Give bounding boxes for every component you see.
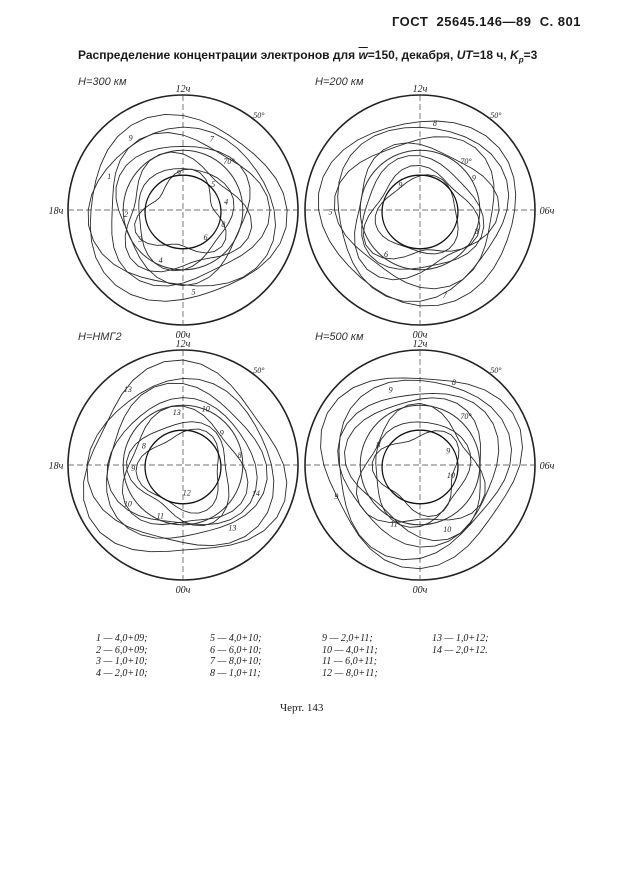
polar-panel — [49, 76, 298, 341]
title-ut: UT — [456, 48, 473, 62]
legend-item: 1 — 4,0+09; — [96, 633, 148, 644]
isoline-label: 7 — [442, 290, 447, 300]
isoline-label: 8 — [376, 440, 381, 450]
time-label-top: 12ч — [175, 339, 191, 350]
isoline-label: 11 — [156, 511, 165, 521]
figure-caption: Черт. 143 — [280, 702, 324, 714]
figure-title — [78, 48, 598, 64]
isoline-label: 8 — [237, 450, 242, 460]
isoline — [339, 377, 512, 560]
panel-border — [305, 95, 535, 325]
latitude-label: 70° — [460, 157, 472, 166]
time-label-bottom: 00ч — [175, 330, 191, 341]
isoline — [90, 114, 287, 301]
legend-item: 12 — 8,0+11; — [322, 667, 378, 679]
latitude-label: 70° — [223, 157, 235, 166]
isoline — [355, 143, 500, 280]
legend-item: 4 — 2,0+10; — [96, 667, 148, 679]
isoline-label: 9 — [176, 168, 181, 178]
isoline-label: 9 — [219, 428, 224, 438]
isoline-label: 13 — [123, 385, 132, 395]
isoline-label: 9 — [398, 180, 403, 190]
polar-panel — [305, 331, 555, 596]
isoline-label: 8 — [141, 441, 146, 451]
isoline-label: 5 — [328, 207, 333, 217]
isoline-label: 13 — [172, 408, 181, 418]
isoline-label: 8 — [432, 118, 437, 128]
title-prefix: Распределение концентрации электронов для — [78, 48, 359, 62]
title-kp-sub: p — [518, 55, 524, 65]
title-rest: =18 ч, — [472, 48, 511, 62]
legend-item: 10 — 4,0+11; — [322, 644, 378, 656]
legend-item: 9 — 2,0+11; — [322, 633, 373, 644]
legend-item: 6 — 6,0+10; — [210, 644, 262, 656]
time-label-left: 18ч — [48, 206, 64, 217]
time-label-bottom: 00ч — [412, 585, 428, 596]
legend-col-1 — [96, 633, 147, 679]
legend-col-4 — [432, 633, 488, 656]
isoline — [136, 429, 218, 513]
isoline — [338, 127, 509, 301]
panel-border — [68, 350, 298, 580]
legend-item: 13 — 1,0+12; — [432, 633, 489, 644]
isoline-label: 6 — [203, 232, 208, 242]
isoline — [375, 175, 458, 254]
title-w: $\overline{w}$ — [358, 48, 368, 62]
isoline-label: 6 — [384, 250, 389, 260]
isoline-label: 5 — [211, 180, 216, 190]
time-label-right: 06ч — [539, 206, 555, 217]
legend-item: 2 — 6,0+09; — [96, 644, 148, 656]
isoline-label: 10 — [123, 499, 132, 509]
isoline — [319, 118, 516, 306]
isoline — [321, 378, 523, 569]
panel-border — [68, 95, 298, 325]
legend-item: 11 — 6,0+11; — [322, 656, 377, 667]
isoline-label: 9 — [128, 133, 133, 143]
polar-maps — [0, 70, 629, 630]
time-label-top: 12ч — [412, 84, 428, 95]
latitude-label: 50° — [490, 111, 502, 120]
isoline — [88, 127, 275, 286]
time-label-bottom: 00ч — [412, 330, 428, 341]
page-header — [392, 14, 581, 29]
legend-item: 3 — 1,0+10; — [96, 656, 148, 667]
time-label-bottom: 00ч — [175, 585, 191, 596]
isoline-label: 8 — [221, 220, 226, 230]
isoline-label: 8 — [474, 226, 479, 236]
isoline-label: 12 — [182, 488, 191, 498]
isoline-label: 4 — [158, 256, 163, 266]
isoline-label: 14 — [251, 488, 260, 498]
isoline-label: 10 — [443, 525, 452, 535]
legend-item: 7 — 8,0+10; — [210, 656, 262, 667]
latitude-label: 70° — [460, 412, 472, 421]
isoline-label: 9 — [388, 385, 393, 395]
panel-label: H=300 км — [78, 76, 127, 88]
isoline-label: 4 — [224, 197, 229, 207]
legend-col-3 — [322, 633, 378, 679]
panel-label: H=500 км — [315, 331, 364, 343]
legend-item: 5 — 4,0+10; — [210, 633, 262, 644]
isoline-label: 1 — [107, 171, 112, 181]
isoline-label: 8 — [451, 377, 456, 387]
isoline — [363, 165, 480, 259]
isoline-label: 10 — [446, 471, 455, 481]
isoline-label: 13 — [228, 523, 237, 533]
isoline-label: 9 — [334, 491, 339, 501]
time-label-left: 18ч — [48, 461, 64, 472]
page-number: С. 801 — [539, 14, 581, 29]
time-label-top: 12ч — [175, 84, 191, 95]
polar-panel — [305, 76, 555, 341]
title-kp-val: =3 — [523, 48, 538, 62]
latitude-label: 50° — [253, 111, 265, 120]
title-kp: K — [510, 48, 519, 62]
latitude-label: 50° — [253, 366, 265, 375]
title-mid: =150, декабря, — [367, 48, 457, 62]
time-label-top: 12ч — [412, 339, 428, 350]
polar-panel — [49, 331, 298, 596]
isoline-label: 9 — [446, 446, 451, 456]
legend-item: 14 — 2,0+12. — [432, 644, 488, 656]
isoline-label: 5 — [191, 287, 196, 297]
time-label-right: 06ч — [539, 461, 555, 472]
isoline-label: 3 — [138, 235, 143, 245]
isoline-label: 10 — [201, 404, 210, 414]
isoline-label: 11 — [390, 519, 398, 529]
panel-label: H=НМГ2 — [78, 331, 122, 343]
isoline-label: 9 — [471, 173, 476, 183]
isoline-label: 9 — [131, 464, 136, 474]
isoline-label: 7 — [209, 134, 214, 144]
latitude-label: 50° — [490, 366, 502, 375]
standard-number: 25645.146—89 — [436, 14, 532, 29]
legend-col-2 — [210, 633, 261, 679]
gost-label: ГОСТ — [391, 14, 429, 29]
panel-label: H=200 км — [315, 76, 364, 88]
isoline-label: 2 — [123, 210, 128, 220]
legend-item: 8 — 1,0+11; — [210, 667, 261, 679]
